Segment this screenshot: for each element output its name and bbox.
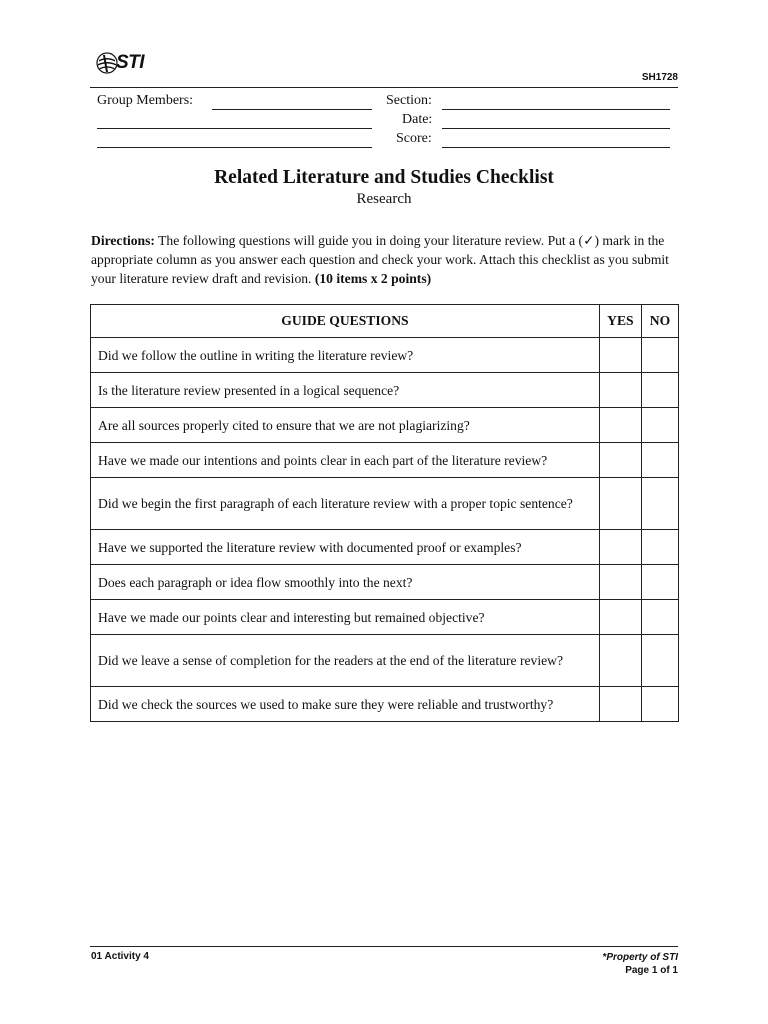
table-row [91,635,679,687]
table-row [91,687,679,722]
no-cell[interactable] [641,338,678,373]
question-text: Have we made our intentions and points clear in each part of the literature review? [91,443,600,478]
table-row [91,600,679,635]
yes-cell[interactable] [599,443,641,478]
no-cell[interactable] [641,443,678,478]
yes-header: YES [599,305,641,338]
no-cell[interactable] [641,478,678,530]
yes-cell[interactable] [599,635,641,687]
yes-cell[interactable] [599,687,641,722]
question-text: Have we made our points clear and interesting but remained objective? [91,600,600,635]
footer-right [602,951,678,977]
check-mark-icon: ✓ [583,233,595,248]
yes-cell[interactable] [599,565,641,600]
page-title: Related Literature and Studies Checklist [214,167,554,188]
table-row [91,408,679,443]
document-code: SH1728 [641,72,678,83]
table-row [91,565,679,600]
yes-cell[interactable] [599,408,641,443]
no-cell[interactable] [641,373,678,408]
yes-cell[interactable] [599,338,641,373]
checklist-table [90,304,679,722]
group-member-line-3[interactable] [97,147,372,148]
date-field[interactable] [442,128,670,129]
date-label: Date: [402,112,433,127]
directions-text-2: ) mark in the appropriate column as you answer each question and check your work. Attach this checklist as you submit your literature review draft and revision. [91,233,669,286]
activity-label: 01 Activity 4 [91,951,149,962]
no-cell[interactable] [641,635,678,687]
yes-cell[interactable] [599,373,641,408]
group-member-line-1[interactable] [212,109,372,110]
yes-cell[interactable] [599,478,641,530]
section-label: Section: [386,93,432,108]
header-divider [90,87,678,88]
globe-icon [96,52,118,74]
table-row [91,443,679,478]
no-cell[interactable] [641,600,678,635]
table-header-row [91,305,679,338]
section-field[interactable] [442,109,670,110]
question-text: Did we follow the outline in writing the literature review? [91,338,600,373]
score-field[interactable] [442,147,670,148]
question-text: Is the literature review presented in a logical sequence? [91,373,600,408]
directions-paragraph [91,231,681,288]
yes-cell[interactable] [599,530,641,565]
no-cell[interactable] [641,565,678,600]
guide-questions-header: GUIDE QUESTIONS [91,305,600,338]
directions-text-1: The following questions will guide you in doing your literature review. Put a ( [154,233,584,248]
logo-text: STI [116,52,145,73]
page-subtitle: Research [356,191,412,207]
page-number: Page 1 of 1 [625,965,678,976]
table-row [91,373,679,408]
property-note: *Property of STI [602,952,678,963]
directions-label: Directions: [91,233,155,248]
points-note: (10 items x 2 points) [314,271,432,286]
no-cell[interactable] [641,408,678,443]
table-row [91,478,679,530]
question-text: Did we leave a sense of completion for the readers at the end of the literature review? [91,635,600,687]
group-member-line-2[interactable] [97,128,372,129]
question-text: Have we supported the literature review with documented proof or examples? [91,530,600,565]
question-text: Did we begin the first paragraph of each literature review with a proper topic sentence? [91,478,600,530]
table-row [91,338,679,373]
table-row [91,530,679,565]
score-label: Score: [396,131,432,146]
footer-divider [90,946,678,947]
group-members-label: Group Members: [97,93,194,108]
no-cell[interactable] [641,687,678,722]
question-text: Did we check the sources we used to make sure they were reliable and trustworthy? [91,687,600,722]
question-text: Does each paragraph or idea flow smoothly into the next? [91,565,600,600]
no-cell[interactable] [641,530,678,565]
no-header: NO [641,305,678,338]
question-text: Are all sources properly cited to ensure that we are not plagiarizing? [91,408,600,443]
yes-cell[interactable] [599,600,641,635]
sti-logo [96,52,144,74]
